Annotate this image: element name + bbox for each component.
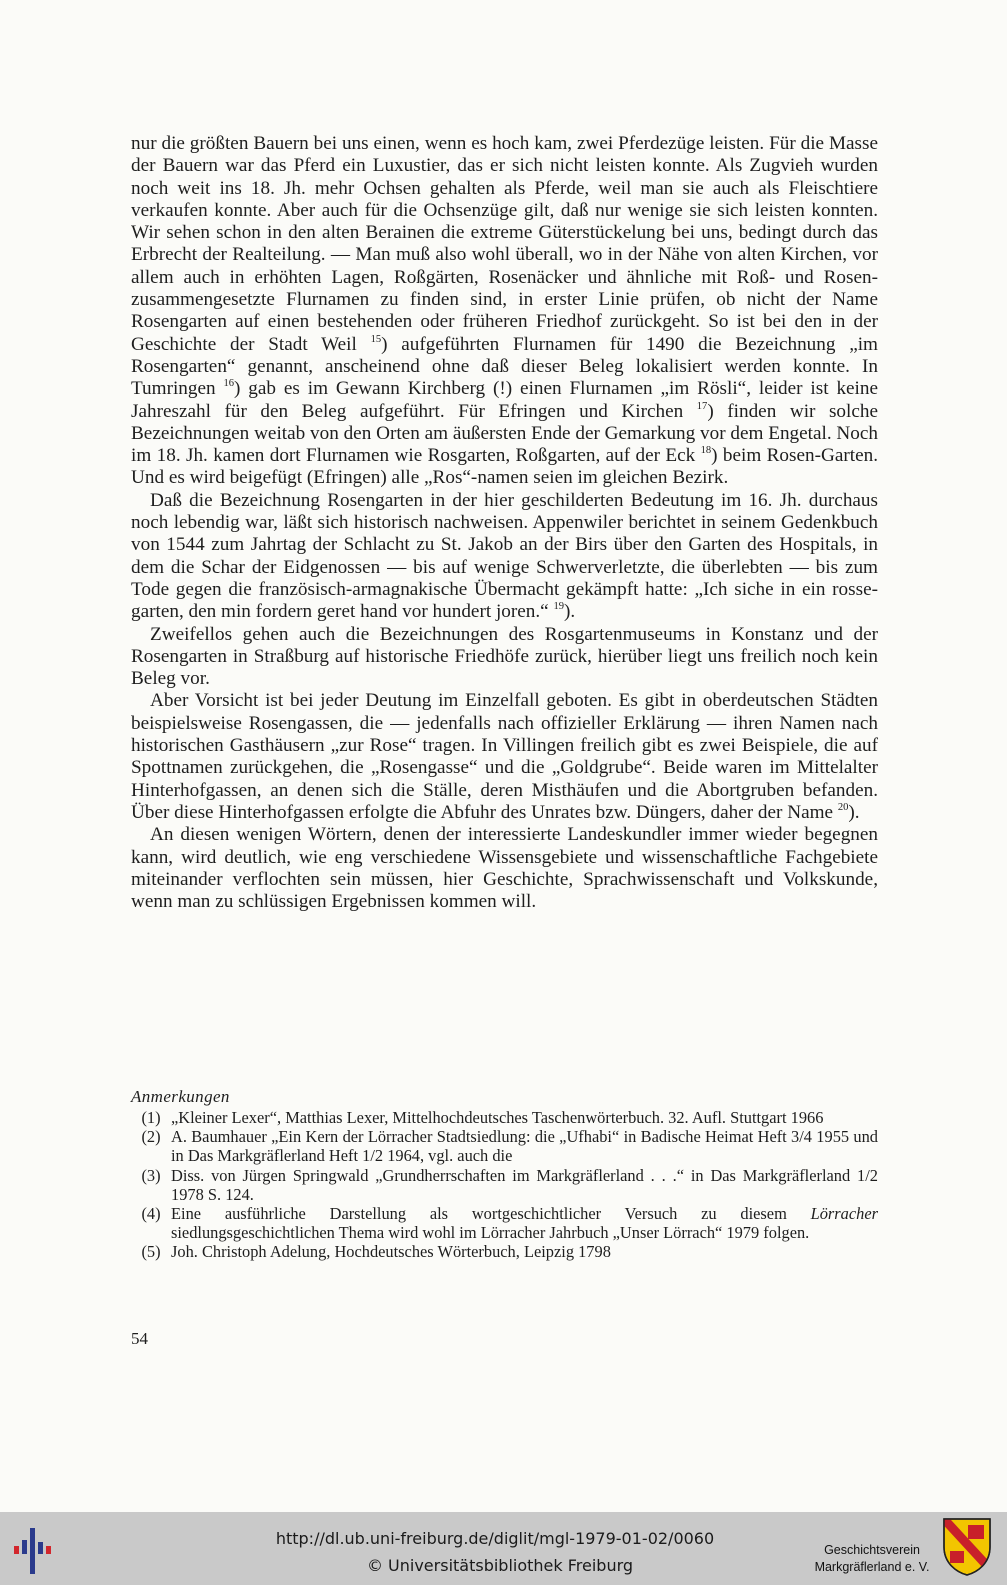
note-number: (4): [141, 1204, 161, 1224]
paragraph: Aber Vorsicht ist bei jeder Deutung im Einzelfall geboten. Es gibt in oberdeutschen Städten beispielsweise Rosengassen, die — jedenfalls nach offizieller Erklärung — ihren Namen nach historischen Gasthäusern „zur Rose“ tragen. In Villingen freilich gibt es zwei Beispiele, die auf Spottnamen zurückgehen, die „Rosengasse“ und die „Goldgrube“. Beide waren im Mittelalter Hinterhofgassen, an denen sich die Ställe, deren Misthäufen und die Abortgruben befanden. Über diese Hinterhofgassen erfolgte die Abfuhr des Unrates bzw. Düngers, daher der Name $^{20}$).: [131, 690, 878, 823]
notes-heading: Anmerkungen: [131, 1087, 230, 1106]
note-text: Diss. von Jürgen Springwald „Grundherrschaften im Markgräflerland . . .“ in Das Markgräflerland 1/2 1978 S. 124.: [171, 1165, 878, 1204]
document-url-link[interactable]: http://dl.ub.uni-freiburg.de/diglit/mgl-1979-01-02/0060: [275, 1529, 715, 1548]
paragraph: Zweifellos gehen auch die Bezeichnungen des Rosgartenmuseums in Konstanz und der Rosengarten in Straßburg auf historische Friedhöfe zurück, hierüber liegt uns freilich noch kein Beleg vor.: [131, 623, 878, 690]
note-text: Eine ausführliche Darstellung als wortgeschichtlicher Versuch zu diesem Lörracher siedlungsgeschichtlichen Thema wird wohl im Lörracher Jahrbuch „Unser Lörrach“ 1979 folgen.: [171, 1204, 878, 1243]
note-text: „Kleiner Lexer“, Matthias Lexer, Mittelhochdeutsches Taschenwörterbuch. 32. Aufl. Stuttgart 1966: [171, 1108, 824, 1127]
society-name-line1: Geschichtsverein: [824, 1543, 920, 1557]
society-name-line2: Markgräflerland e. V.: [814, 1560, 930, 1574]
paragraph: nur die größten Bauern bei uns einen, wenn es hoch kam, zwei Pferdezüge leisten. Für die Masse der Bauern war das Pferd ein Luxustier, das er sich nicht leisten konnte. Als Zugvieh wurden noch weit ins 18. Jh. mehr Ochsen gehalten als Pferde, weil man sie auch als Fleischtiere verkaufen konnte. Aber auch für die Ochsenzüge gilt, daß nur wenige sie sich leisten konnten. Wir sehen schon in den alten Berainen die extreme Güterstückelung bei uns, bedingt durch das Erbrecht der Realteilung. — Man muß also wohl überall, wo in der Nähe von alten Kirchen, vor allem auch in erhöhten Lagen, Roßgärten, Rosenäcker und ähnliche mit Roß- und Rosen- zusammengesetzte Flurnamen zu finden sind, in erster Linie prüfen, ob nicht der Name Rosengarten auf einen bestehenden oder früheren Friedhof zurückgeht. So ist bei den in der Geschichte der Stadt Weil $^{15}$) aufgeführten Flurnamen für 1490 die Bezeichnung „im Rosengarten“ genannt, anscheinend ohne daß dieser Beleg lokalisiert werden konnte. In Tumringen $^{16}$) gab es im Gewann Kirchberg (!) einen Flurnamen „im Rösli“, leider ist keine Jahreszahl für den Beleg aufgeführt. Für Efringen und Kirchen $^{17}$) finden wir solche Bezeichnungen weitab von den Orten am äußersten Ende der Gemarkung vor dem Engetal. Noch im 18. Jh. kamen dort Flurnamen wie Rosgarten, Roßgarten, auf der Eck $^{18}$) beim Rosen-Garten. Und es wird beigefügt (Efringen) alle „Ros“-namen seien im gleichen Bezirk.: [131, 133, 878, 489]
copyright-notice: © Universitätsbibliothek Freiburg: [366, 1556, 634, 1575]
note-item: [131, 1127, 878, 1165]
note-item: [131, 1108, 878, 1127]
note-text: A. Baumhauer „Ein Kern der Lörracher Stadtsiedlung: die „Ufhabi“ in Badische Heimat Heft 3/4 1955 und in Das Markgräflerland Heft 1/2 1964, vgl. auch die: [171, 1127, 878, 1166]
note-item: [131, 1204, 878, 1242]
note-number: (5): [141, 1242, 161, 1262]
viewer-footer: [0, 1512, 1007, 1585]
page-number: 54: [131, 1329, 148, 1348]
note-item: [131, 1242, 878, 1261]
paragraph: An diesen wenigen Wörtern, denen der interessierte Landeskundler immer wieder begegnen kann, wird deutlich, wie eng verschiedene Wissensgebiete und wissenschaftliche Fachgebiete miteinander verflochten sein müssen, hier Geschichte, Sprachwissenschaft und Volkskunde, wenn man zu schlüssigen Ergebnissen kommen will.: [131, 824, 878, 913]
article-body: [131, 133, 878, 913]
note-number: (3): [141, 1165, 161, 1185]
note-text: Joh. Christoph Adelung, Hochdeutsches Wörterbuch, Leipzig 1798: [171, 1242, 611, 1262]
note-number: (1): [141, 1108, 161, 1127]
note-number: (2): [141, 1127, 161, 1147]
paragraph: Daß die Bezeichnung Rosengarten in der hier geschilderten Bedeutung im 16. Jh. durchaus noch lebendig war, läßt sich historisch nachweisen. Appenwiler berichtet in seinem Gedenkbuch von 1544 zum Jahrtag der Schlacht zu St. Jakob an der Birs über den Garten des Hospitals, in dem die Schar der Eidgenossen — bis auf wenige Schwerverletzte, die überlebten — bis zum Tode gegen die französisch-armagnakische Übermacht gekämpft hatte: „Ich siche in ein rossegarten, den min fordern geret hand vor hundert joren.“ $^{19}$).: [131, 489, 878, 623]
coat-of-arms-icon[interactable]: [942, 1517, 992, 1577]
notes-list: [131, 1108, 878, 1262]
society-name: [808, 1542, 936, 1576]
note-item: [131, 1166, 878, 1204]
